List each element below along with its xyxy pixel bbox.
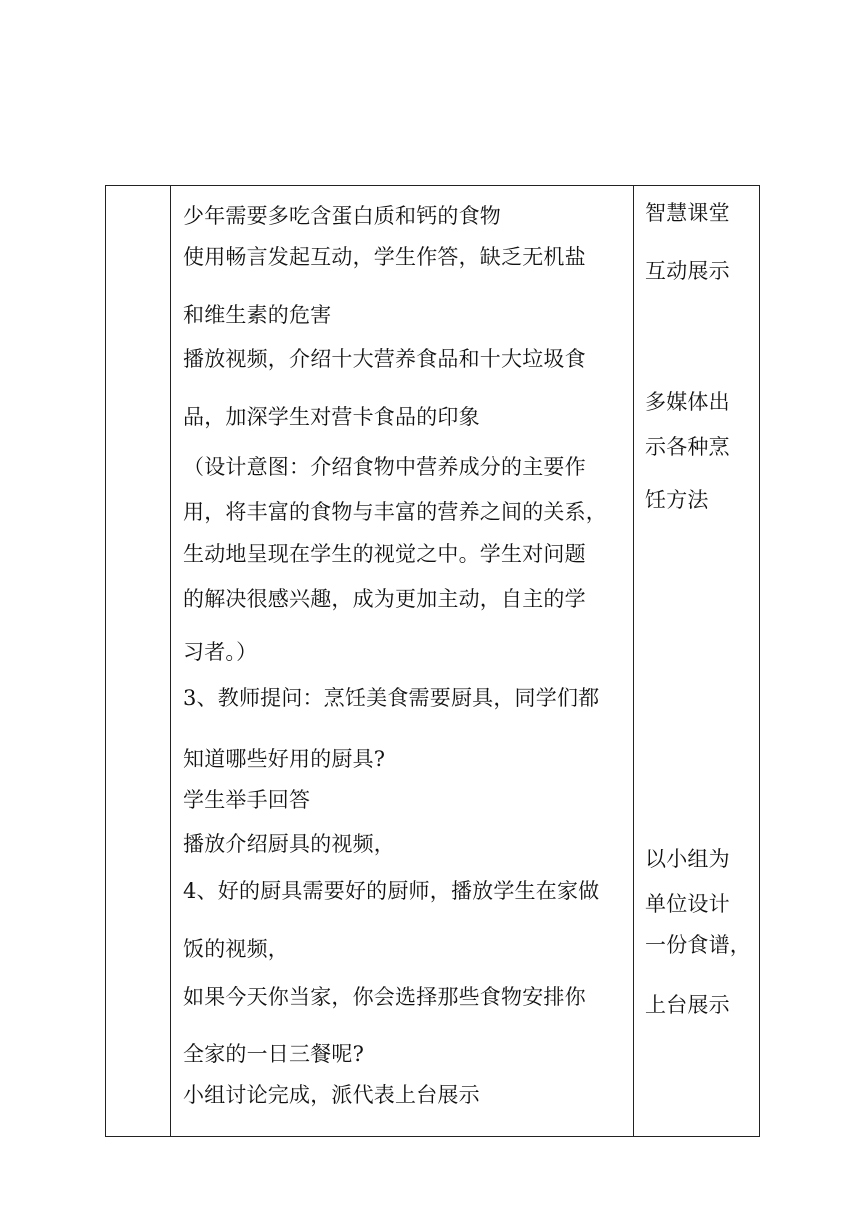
note-line: 以小组为 [645, 847, 730, 871]
activity-line: 如果今天你当家，你会选择那些食物安排你 [183, 985, 586, 1009]
activity-line: 生动地呈现在学生的视觉之中。学生对问题 [183, 542, 586, 566]
column-divider-left [170, 186, 171, 1136]
lesson-table [105, 185, 760, 1137]
activity-line: 习者。） [183, 640, 258, 664]
activity-line: 3、教师提问：烹饪美食需要厨具，同学们都 [183, 686, 600, 710]
activity-line: 播放介绍厨具的视频， [183, 832, 395, 856]
note-line: 示各种烹 [645, 435, 730, 459]
activity-line: 的解决很感兴趣，成为更加主动，自主的学 [183, 587, 586, 611]
activity-line: 4、好的厨具需要好的厨师，播放学生在家做 [183, 879, 600, 903]
activity-line: 小组讨论完成，派代表上台展示 [183, 1083, 480, 1107]
note-line: 智慧课堂 [645, 201, 730, 225]
activity-line: （设计意图：介绍食物中营养成分的主要作 [183, 455, 586, 479]
activity-line: 饭的视频， [183, 937, 289, 961]
column-divider-right [633, 186, 634, 1136]
activity-line: 全家的一日三餐呢? [183, 1042, 365, 1066]
note-line: 多媒体出 [645, 390, 730, 414]
activity-line: 用，将丰富的食物与丰富的营养之间的关系， [183, 500, 607, 524]
activity-line: 使用畅言发起互动，学生作答，缺乏无机盐 [183, 245, 586, 269]
activity-line: 少年需要多吃含蛋白质和钙的食物 [183, 204, 501, 228]
activity-line: 播放视频，介绍十大营养食品和十大垃圾食 [183, 347, 586, 371]
activity-line: 学生举手回答 [183, 788, 311, 812]
activity-line: 知道哪些好用的厨具? [183, 747, 386, 771]
note-line: 互动展示 [645, 259, 730, 283]
note-line: 单位设计 [645, 892, 730, 916]
note-line: 上台展示 [645, 993, 730, 1017]
note-line: 一份食谱， [645, 933, 751, 957]
activity-line: 品，加深学生对营卡食品的印象 [183, 405, 480, 429]
note-line: 饪方法 [645, 488, 709, 512]
activity-line: 和维生素的危害 [183, 303, 332, 327]
